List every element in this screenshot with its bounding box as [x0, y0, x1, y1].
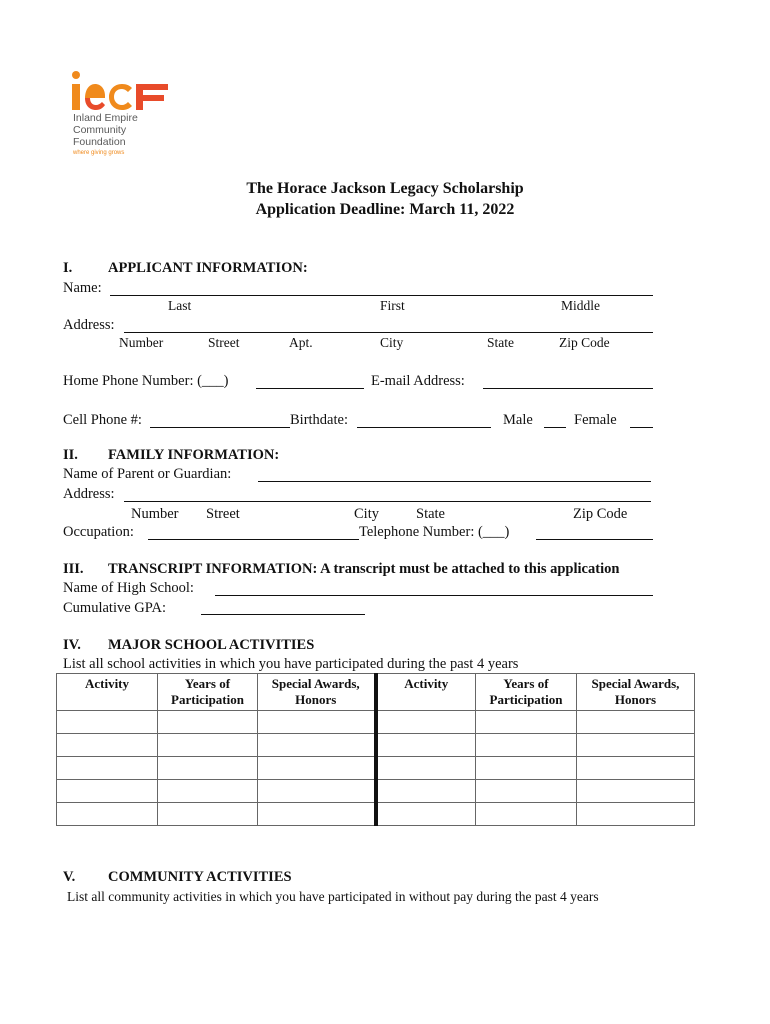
- high-school-field[interactable]: [215, 595, 653, 596]
- parent-name-field[interactable]: [258, 481, 651, 482]
- family-address-sub-street: Street: [206, 506, 240, 522]
- family-telephone-field[interactable]: [536, 539, 653, 540]
- address-sub-state: State: [487, 335, 514, 350]
- school-activities-instruction: List all school activities in which you have participated during the past 4 years: [63, 656, 519, 672]
- family-address-sub-state: State: [416, 506, 445, 522]
- table-cell[interactable]: [57, 757, 158, 780]
- table-cell[interactable]: [476, 780, 577, 803]
- address-sub-zip: Zip Code: [559, 335, 610, 350]
- table-cell[interactable]: [158, 780, 258, 803]
- address-sub-street: Street: [208, 335, 240, 350]
- school-activities-table: [56, 673, 695, 826]
- table-cell[interactable]: [57, 734, 158, 757]
- table-cell[interactable]: [476, 734, 577, 757]
- table-cell[interactable]: [476, 757, 577, 780]
- table-cell[interactable]: [577, 803, 695, 826]
- col-header-years: Years of Participation: [158, 674, 258, 711]
- table-cell[interactable]: [376, 711, 476, 734]
- iecf-logo-mark: [72, 70, 172, 112]
- address-sub-number: Number: [119, 335, 164, 350]
- address-sub-city: City: [380, 335, 404, 350]
- logo-line-2: Community: [73, 124, 127, 136]
- gpa-label: Cumulative GPA:: [63, 600, 166, 616]
- application-deadline: Application Deadline: March 11, 2022: [255, 201, 515, 218]
- table-header-row: [57, 674, 695, 711]
- table-cell[interactable]: [57, 803, 158, 826]
- male-checkbox-line[interactable]: [544, 427, 566, 428]
- table-cell[interactable]: [158, 757, 258, 780]
- occupation-field[interactable]: [148, 539, 359, 540]
- section-2-heading: FAMILY INFORMATION:: [108, 447, 280, 463]
- table-row: [57, 711, 695, 734]
- document-title: The Horace Jackson Legacy Scholarship: [246, 180, 524, 197]
- table-cell[interactable]: [476, 803, 577, 826]
- col-header-awards: Special Awards, Honors: [258, 674, 376, 711]
- table-row: [57, 734, 695, 757]
- table-cell[interactable]: [577, 734, 695, 757]
- cell-phone-field[interactable]: [150, 427, 290, 428]
- parent-name-label: Name of Parent or Guardian:: [63, 466, 232, 482]
- table-cell[interactable]: [158, 734, 258, 757]
- email-label: E-mail Address:: [371, 373, 465, 389]
- section-4-number: IV.: [63, 637, 81, 653]
- cell-phone-label: Cell Phone #:: [63, 412, 142, 428]
- birthdate-label: Birthdate:: [290, 412, 348, 428]
- table-cell[interactable]: [577, 780, 695, 803]
- section-1-number: I.: [63, 260, 73, 276]
- name-sub-first: First: [380, 298, 405, 313]
- high-school-label: Name of High School:: [63, 580, 194, 596]
- address-field[interactable]: [124, 332, 653, 333]
- col-header-awards-2: Special Awards, Honors: [577, 674, 695, 711]
- table-cell[interactable]: [158, 711, 258, 734]
- section-1-heading: APPLICANT INFORMATION:: [108, 260, 308, 276]
- table-cell[interactable]: [258, 734, 376, 757]
- table-cell[interactable]: [376, 780, 476, 803]
- section-3-heading: TRANSCRIPT INFORMATION: A transcript must be attached to this application: [108, 561, 620, 577]
- email-field[interactable]: [483, 388, 653, 389]
- gpa-field[interactable]: [201, 614, 365, 615]
- table-cell[interactable]: [577, 757, 695, 780]
- home-phone-label: Home Phone Number: (___): [63, 373, 229, 389]
- occupation-label: Occupation:: [63, 524, 134, 540]
- male-label: Male: [503, 412, 533, 428]
- table-cell[interactable]: [476, 711, 577, 734]
- logo-line-1: Inland Empire: [73, 112, 138, 124]
- table-cell[interactable]: [577, 711, 695, 734]
- table-cell[interactable]: [376, 757, 476, 780]
- table-cell[interactable]: [258, 780, 376, 803]
- table-row: [57, 757, 695, 780]
- name-field[interactable]: [110, 295, 653, 296]
- section-2-number: II.: [63, 447, 78, 463]
- col-header-activity-2: Activity: [376, 674, 476, 711]
- table-cell[interactable]: [57, 780, 158, 803]
- table-cell[interactable]: [376, 734, 476, 757]
- table-cell[interactable]: [258, 711, 376, 734]
- section-3-number: III.: [63, 561, 84, 577]
- table-cell[interactable]: [57, 711, 158, 734]
- table-row: [57, 803, 695, 826]
- family-telephone-label: Telephone Number: (___): [359, 524, 510, 540]
- table-cell[interactable]: [376, 803, 476, 826]
- col-header-activity: Activity: [57, 674, 158, 711]
- name-sub-middle: Middle: [561, 298, 600, 313]
- family-address-sub-city: City: [354, 506, 379, 522]
- family-address-sub-zip: Zip Code: [573, 506, 628, 522]
- logo-tagline: where giving grows: [73, 150, 125, 156]
- section-5-heading: COMMUNITY ACTIVITIES: [108, 869, 292, 885]
- table-row: [57, 780, 695, 803]
- name-sub-last: Last: [168, 298, 192, 313]
- female-checkbox-line[interactable]: [630, 427, 653, 428]
- family-address-label: Address:: [63, 486, 115, 502]
- section-5-number: V.: [63, 869, 76, 885]
- family-address-sub-number: Number: [131, 506, 179, 522]
- col-header-years-2: Years of Participation: [476, 674, 577, 711]
- table-cell[interactable]: [258, 757, 376, 780]
- home-phone-field[interactable]: [256, 388, 364, 389]
- birthdate-field[interactable]: [357, 427, 491, 428]
- female-label: Female: [574, 412, 617, 428]
- section-4-heading: MAJOR SCHOOL ACTIVITIES: [108, 637, 315, 653]
- address-label: Address:: [63, 317, 115, 333]
- logo-line-3: Foundation: [73, 136, 126, 148]
- table-cell[interactable]: [158, 803, 258, 826]
- table-cell[interactable]: [258, 803, 376, 826]
- name-label: Name:: [63, 280, 102, 296]
- community-activities-instruction: List all community activities in which you have participated in without pay during the past 4 years: [67, 889, 599, 904]
- address-sub-apt: Apt.: [289, 335, 313, 350]
- family-address-field[interactable]: [124, 501, 651, 502]
